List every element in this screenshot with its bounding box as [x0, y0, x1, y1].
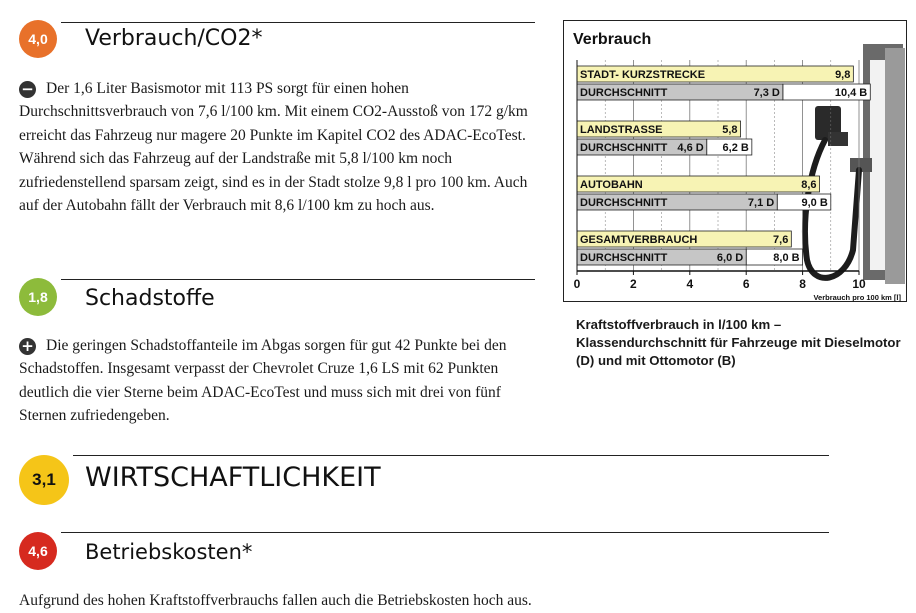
bar-label: GESAMTVERBRAUCH — [580, 234, 698, 246]
verbrauch-paragraph — [19, 77, 547, 217]
score-badge-verbrauch — [19, 20, 57, 58]
avg-b-label: 9,0 B — [801, 197, 828, 209]
x-axis-label: Verbrauch pro 100 km [l] — [813, 293, 901, 302]
avg-b-label: 8,0 B — [773, 252, 800, 264]
bar-value-label: 8,6 — [801, 179, 817, 191]
consumption-chart — [563, 20, 907, 302]
score-value: 4,6 — [28, 543, 48, 559]
score-badge-schadstoffe — [19, 278, 57, 316]
avg-d-label: 4,6 D — [677, 142, 704, 154]
chart-title: Verbrauch — [573, 31, 652, 48]
score-value: 4,0 — [28, 31, 48, 47]
verbrauch-text: Der 1,6 Liter Basismotor mit 113 PS sorgt für einen hohen Durchschnittsverbrauch von 7,6 l/100 km. Mit einem CO2-Ausstoß von 172 g/km erreicht das Fahrzeug nur magere 20 Punkte im Kapitel CO2 des ADAC-EcoTest. Während sich das Fahrzeug auf der Landstraße mit 5,8 l/100 km noch zufriedenstellend sparsam zeigt, sind es in der Stadt stolze 9,8 l pro 100 km. Auch auf der Autobahn fällt der Verbrauch mit 8,6 l/100 km zu hoch aus. — [19, 80, 528, 215]
avg-b-label: 6,2 B — [722, 142, 749, 154]
score-value: 3,1 — [32, 470, 56, 489]
bar-label: LANDSTRASSE — [580, 124, 663, 136]
bar-label: STADT- KURZSTRECKE — [580, 69, 706, 81]
betriebskosten-paragraph: Aufgrund des hohen Kraftstoffverbrauchs fallen auch die Betriebskosten hoch aus. — [19, 592, 532, 609]
schadstoffe-paragraph — [19, 334, 547, 428]
avg-d-label: 6,0 D — [716, 252, 744, 264]
section-title-verbrauch: Verbrauch/CO2* — [85, 26, 263, 51]
section-title-wirtschaftlichkeit: WIRTSCHAFTLICHKEIT — [85, 462, 381, 493]
section-title-betriebskosten: Betriebskosten* — [85, 540, 253, 564]
bar-value-label: 7,6 — [773, 234, 789, 246]
avg-label: DURCHSCHNITT — [580, 87, 668, 99]
x-tick-label: 4 — [686, 277, 694, 291]
x-tick-label: 2 — [630, 277, 637, 291]
minus-circle-icon: − — [19, 81, 36, 98]
section-divider — [61, 532, 829, 533]
score-badge-wirtschaftlichkeit — [19, 455, 69, 505]
avg-label: DURCHSCHNITT — [580, 142, 668, 154]
bar-label: AUTOBAHN — [580, 179, 643, 191]
avg-label: DURCHSCHNITT — [580, 197, 668, 209]
avg-d-label: 7,1 D — [747, 197, 775, 209]
x-tick-label: 10 — [852, 277, 866, 291]
section-title-schadstoffe: Schadstoffe — [85, 286, 215, 311]
score-badge-betriebskosten — [19, 532, 57, 570]
x-tick-label: 6 — [742, 277, 750, 291]
bar-value-label: 9,8 — [835, 69, 851, 81]
x-tick-label: 0 — [573, 277, 581, 291]
chart-caption: Kraftstoffverbrauch in l/100 km – Klassendurchschnitt für Fahrzeuge mit Dieselmotor (D) und mit Ottomotor (B) — [576, 317, 901, 368]
plus-circle-icon: + — [19, 338, 36, 355]
bar-value-label: 5,8 — [722, 124, 738, 136]
chart-canvas — [563, 20, 907, 302]
x-tick-label: 8 — [799, 277, 806, 291]
avg-b-label: 10,4 B — [834, 87, 868, 99]
section-divider — [61, 279, 535, 280]
avg-label: DURCHSCHNITT — [580, 252, 668, 264]
score-value: 1,8 — [28, 289, 48, 305]
avg-d-label: 7,3 D — [753, 87, 780, 99]
schadstoffe-text: Die geringen Schadstoffanteile im Abgas sorgen für gut 42 Punkte bei den Schadstoffen. Insgesamt verpasst der Chevrolet Cruze 1,6 LS mit 62 Punkten deutlich die vier Sterne beim ADAC-EcoTest und muss sich mit drei von fünf Sternen zufriedengeben. — [19, 337, 507, 425]
section-divider — [61, 22, 535, 23]
section-divider — [73, 455, 829, 456]
